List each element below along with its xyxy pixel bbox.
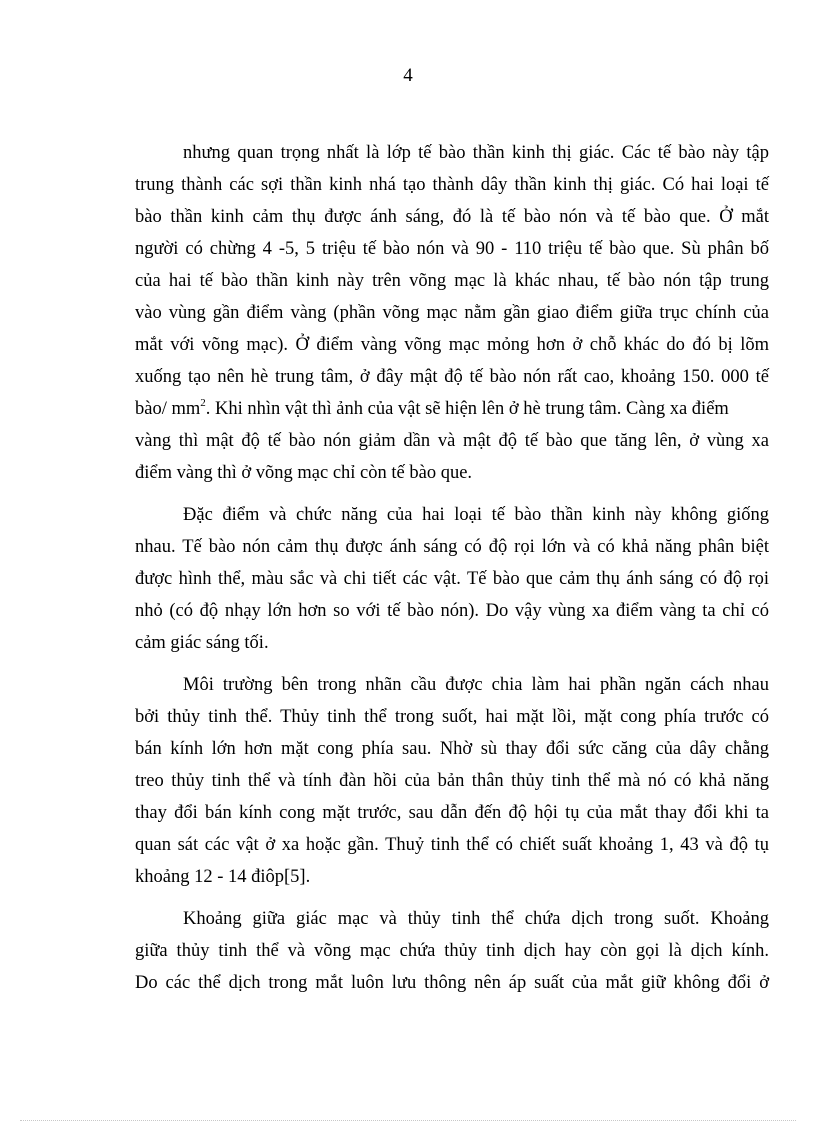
text-line: cảm giác sáng tối. xyxy=(135,633,269,653)
text-line: được hình thể, màu sắc và chi tiết các vật. Tế bào que cảm thụ ánh sáng có độ rọi xyxy=(135,569,769,589)
text-line: bởi thủy tinh thể. Thủy tinh thể trong suốt, hai mặt lồi, mặt cong phía trước có xyxy=(135,707,769,727)
page-number: 4 xyxy=(403,65,413,86)
text-line: vàng thì mật độ tế bào nón giảm dần và mật độ tế bào que tăng lên, ở vùng xa xyxy=(135,431,769,451)
text-line: treo thủy tinh thể và tính đàn hồi của bản thân thủy tinh thể mà nó có khả năng xyxy=(135,771,769,791)
text-line: khoảng 12 - 14 điôp[5]. xyxy=(135,867,311,887)
text-line: bào thần kinh cảm thụ được ánh sáng, đó là tế bào nón và tế bào que. Ở mắt xyxy=(135,207,769,227)
text-line-with-superscript xyxy=(135,397,729,421)
text-line: vào vùng gần điểm vàng (phần võng mạc nằm gần giao điểm giữa trục chính của xyxy=(135,303,769,323)
text-segment: bào/ mm xyxy=(135,399,201,419)
text-line: trung thành các sợi thần kinh nhá tạo thành dây thần kinh thị giác. Có hai loại tế xyxy=(135,175,769,195)
text-line: nhau. Tế bào nón cảm thụ được ánh sáng có độ rọi lớn và có khả năng phân biệt xyxy=(135,537,769,557)
text-line: Đặc điểm và chức năng của hai loại tế bào thần kinh này không giống xyxy=(183,505,769,525)
text-line: xuống tạo nên hè trung tâm, ở đây mật độ tế bào nón rất cao, khoảng 150. 000 tế xyxy=(135,367,769,387)
superscript: 2 xyxy=(200,397,206,409)
text-segment: . Khi nhìn vật thì ảnh của vật sẽ hiện lên ở hè trung tâm. Càng xa điểm xyxy=(205,399,729,419)
text-line: Khoảng giữa giác mạc và thủy tinh thể chứa dịch trong suốt. Khoảng xyxy=(183,909,769,929)
text-line: thay đổi bán kính cong mặt trước, sau dẫn đến độ hội tụ của mắt thay đổi khi ta xyxy=(135,803,769,823)
text-line: người có chừng 4 -5, 5 triệu tế bào nón và 90 - 110 triệu tế bào que. Sù phân bố xyxy=(135,239,769,259)
text-line: điểm vàng thì ở võng mạc chỉ còn tế bào que. xyxy=(135,463,473,483)
text-line: bán kính lớn hơn mặt cong phía sau. Nhờ sù thay đổi sức căng của dây chằng xyxy=(135,739,769,759)
text-line: giữa thủy tinh thể và võng mạc chứa thủy tinh dịch hay còn gọi là dịch kính. xyxy=(135,941,769,961)
text-line: quan sát các vật ở xa hoặc gần. Thuỷ tinh thể có chiết suất khoảng 1, 43 và độ tụ xyxy=(135,835,769,855)
text-line: mắt với võng mạc). Ở điểm vàng võng mạc mỏng hơn ở chỗ khác do đó bị lõm xyxy=(135,335,769,355)
text-line: nhỏ (có độ nhạy lớn hơn so với tế bào nón). Do vậy vùng xa điểm vàng ta chỉ có xyxy=(135,601,769,621)
text-line: Môi trường bên trong nhãn cầu được chia làm hai phần ngăn cách nhau xyxy=(183,675,769,695)
text-line: của hai tế bào thần kinh này trên võng mạc là khác nhau, tế bào nón tập trung xyxy=(135,271,769,291)
text-line: Do các thể dịch trong mắt luôn lưu thông nên áp suất của mắt giữ không đổi ở xyxy=(135,973,769,993)
text-line: nhưng quan trọng nhất là lớp tế bào thần kinh thị giác. Các tế bào này tập xyxy=(183,143,769,163)
page-bottom-divider xyxy=(20,1120,796,1121)
